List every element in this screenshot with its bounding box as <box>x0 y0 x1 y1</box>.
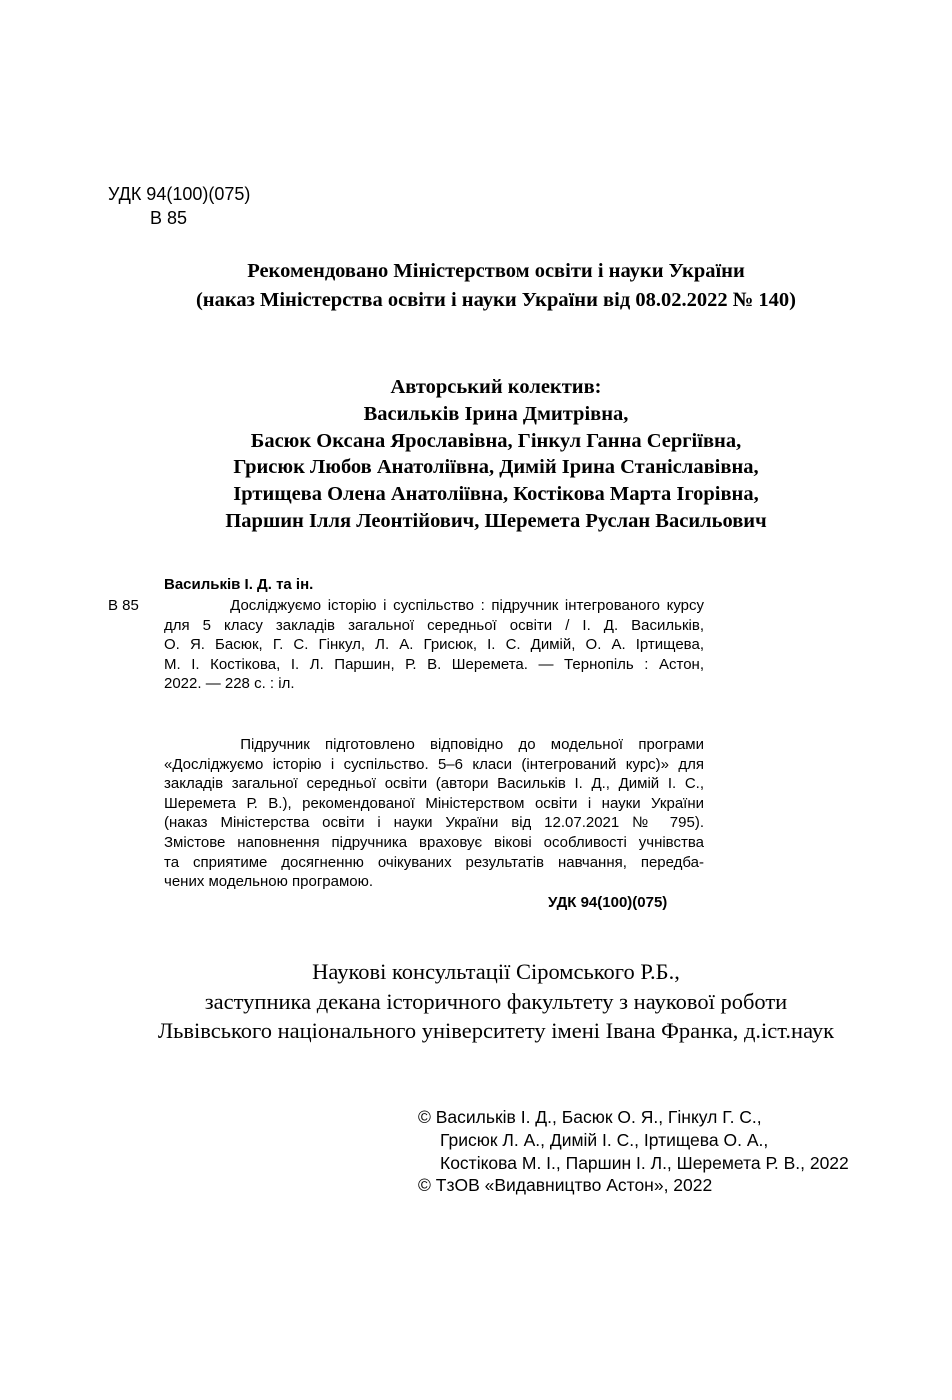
annotation-line: чених модельною програмою. <box>164 873 374 891</box>
authors-collective <box>0 374 952 535</box>
catalog-line: О. Я. Басюк, Г. С. Гінкул, Л. А. Грисюк, І. С. Димій, О. А. Іртищева, <box>164 636 704 654</box>
catalog-author: Васильків І. Д. та ін. <box>164 576 314 593</box>
copyright-block <box>418 1106 849 1197</box>
annotation-line: (наказ Міністерства освіти і науки України від 12.07.2021 № 795). <box>164 814 704 832</box>
annotation-line: та сприятиме досягненню очікуваних результатів навчання, передба- <box>164 853 704 871</box>
copyright-authors-line: Костікова М. І., Паршин І. Л., Шеремета Р. В., 2022 <box>440 1152 849 1173</box>
copyright-authors-line: Грисюк Л. А., Димій І. С., Іртищева О. А., <box>440 1129 769 1150</box>
authors-heading: Авторський колектив: <box>390 376 602 398</box>
catalog-line: для 5 класу закладів загальної середньої освіти / І. Д. Васильків, <box>164 616 704 634</box>
annotation-line: Шеремета Р. В.), рекомендованої Міністерством освіти і науки України <box>164 794 704 812</box>
consultation-line: Наукові консультації Сіромського Р.Б., <box>312 959 680 984</box>
catalog-line: М. І. Костікова, І. Л. Паршин, Р. В. Шеремета. — Тернопіль : Астон, <box>164 655 704 673</box>
annotation-line: «Досліджуємо історію і суспільство. 5–6 класи (інтегрований курс)» для <box>164 755 704 773</box>
annotation-line: Змістове наповнення підручника враховує вікові особливості учнівства <box>164 833 704 851</box>
authors-line: Васильків Ірина Дмитрівна, <box>363 402 629 425</box>
catalog-code: В 85 <box>108 597 139 614</box>
annotation <box>164 735 704 892</box>
authors-line: Паршин Ілля Леонтійович, Шеремета Руслан Васильович <box>225 509 767 532</box>
scientific-consultation <box>0 957 952 1046</box>
udk-code: УДК 94(100)(075) <box>108 184 251 204</box>
consultation-line: заступника декана історичного факультету з наукової роботи <box>204 988 788 1014</box>
authors-line: Грисюк Любов Анатоліївна, Димій Ірина Станіславівна, <box>233 456 759 479</box>
consultation-line: Львівського національного університету імені Івана Франка, д.іст.наук <box>157 1018 835 1043</box>
copyright-publisher-line: © ТзОВ «Видавництво Астон», 2022 <box>418 1175 713 1196</box>
annotation-line: Підручник підготовлено відповідно до модельної програми <box>164 736 704 753</box>
udk-classification <box>108 182 250 230</box>
ministry-recommendation <box>0 257 952 315</box>
copyright-authors-line: © Васильків І. Д., Басюк О. Я., Гінкул Г. С., <box>418 1107 762 1127</box>
authors-line: Басюк Оксана Ярославівна, Гінкул Ганна Сергіївна, <box>250 429 742 452</box>
author-mark: В 85 <box>150 208 188 228</box>
recommendation-line: Рекомендовано Міністерством освіти і науки України <box>247 260 745 282</box>
recommendation-order-line: (наказ Міністерства освіти і науки України від 08.02.2022 № 140) <box>195 289 796 311</box>
catalog-line: 2022. — 228 с. : іл. <box>164 675 295 693</box>
catalog-description <box>164 596 704 694</box>
catalog-line: Досліджуємо історію і суспільство : підручник інтегрованого курсу <box>164 597 704 614</box>
annotation-line: закладів загальної середньої освіти (автори Васильків І. Д., Димій І. С., <box>164 775 704 793</box>
authors-line: Іртищева Олена Анатоліївна, Костікова Марта Ігорівна, <box>233 483 759 506</box>
annotation-udk: УДК 94(100)(075) <box>548 894 668 911</box>
